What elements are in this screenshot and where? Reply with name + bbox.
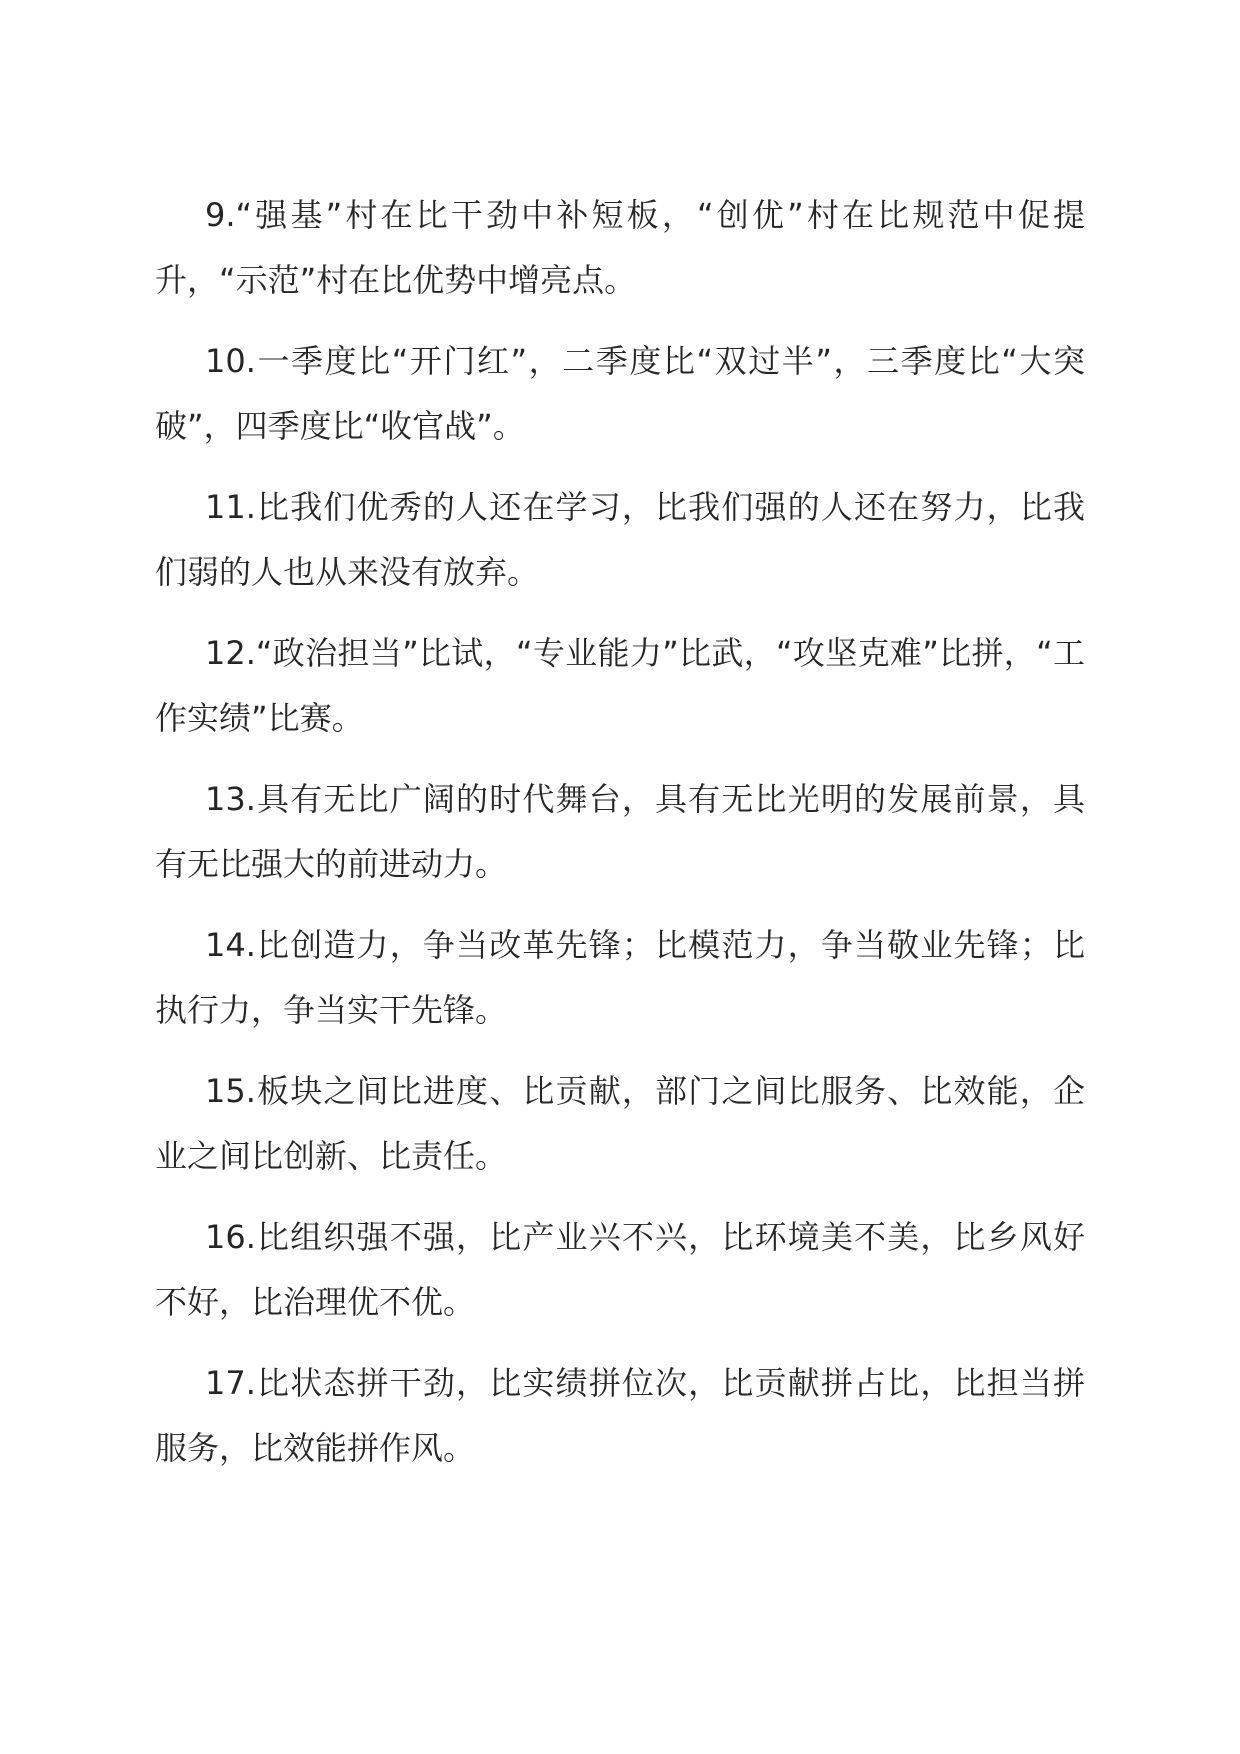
paragraph-10: 10.一季度比“开门红”，二季度比“双过半”，三季度比“大突破”，四季度比“收官战”。 [155,342,1085,445]
paragraph-14: 14.比创造力，争当改革先锋；比模范力，争当敬业先锋；比执行力，争当实干先锋。 [155,926,1085,1029]
document-body [155,183,1085,1497]
paragraph-16: 16.比组织强不强，比产业兴不兴，比环境美不美，比乡风好不好，比治理优不优。 [155,1218,1085,1321]
paragraph-9: 9.“强基”村在比干劲中补短板，“创优”村在比规范中促提升，“示范”村在比优势中增亮点。 [155,196,1085,299]
paragraph-17: 17.比状态拼干劲，比实绩拼位次，比贡献拼占比，比担当拼服务，比效能拼作风。 [155,1364,1085,1467]
paragraph-12: 12.“政治担当”比试，“专业能力”比武，“攻坚克难”比拼，“工作实绩”比赛。 [155,634,1085,737]
paragraph-11: 11.比我们优秀的人还在学习，比我们强的人还在努力，比我们弱的人也从来没有放弃。 [155,488,1085,591]
paragraph-15: 15.板块之间比进度、比贡献，部门之间比服务、比效能，企业之间比创新、比责任。 [155,1072,1085,1175]
paragraph-13: 13.具有无比广阔的时代舞台，具有无比光明的发展前景，具有无比强大的前进动力。 [155,780,1085,883]
